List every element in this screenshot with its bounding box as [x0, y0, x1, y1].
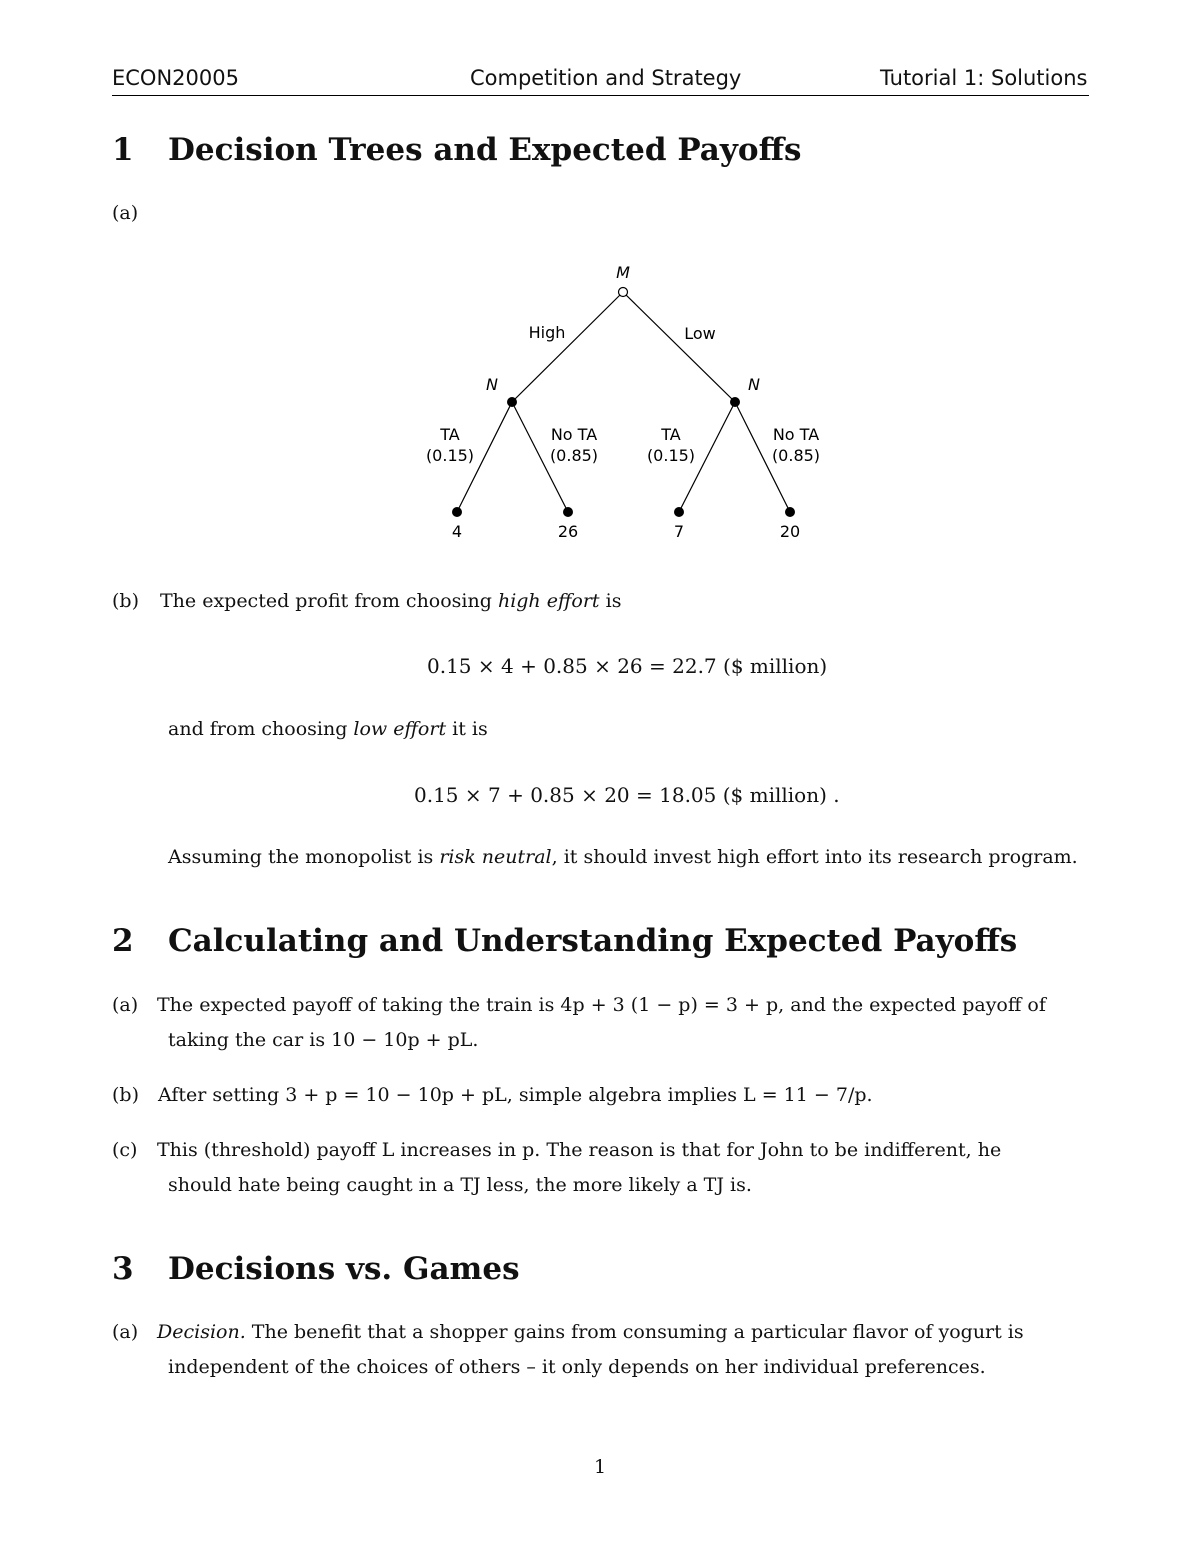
branch-label-no-ta: No TA [550, 425, 598, 444]
item-2a-label: (a) [112, 994, 139, 1016]
prob-label-ta: (0.15) [425, 446, 475, 465]
prob-label-ta: (0.15) [646, 446, 696, 465]
terminal-node [785, 507, 795, 517]
header-rule [112, 95, 1089, 96]
item-3a-line-1: Decision. The benefit that a shopper gains from consuming a particular flavor of yogurt is [157, 1321, 1024, 1343]
item-1b-text: The expected profit from choosing high effort is [160, 590, 622, 612]
chance-node-right [730, 397, 740, 407]
payoff-label: 7 [673, 522, 685, 541]
node-label-right: N [748, 375, 760, 394]
equation-high-effort: 0.15 × 4 + 0.85 × 26 = 22.7 ($ million) [427, 654, 828, 678]
branch-label-no-ta: No TA [772, 425, 820, 444]
section-3-number: 3 [112, 1251, 134, 1287]
root-node [619, 288, 628, 297]
payoff-label: 4 [451, 522, 463, 541]
payoff-label: 20 [779, 522, 801, 541]
section-2-title: Calculating and Understanding Expected Payoffs [168, 923, 1018, 959]
terminal-node [452, 507, 462, 517]
branch-label-ta: TA [440, 425, 460, 444]
chance-node-left [507, 397, 517, 407]
section-3-title: Decisions vs. Games [168, 1251, 520, 1287]
section-1-title: Decision Trees and Expected Payoffs [168, 132, 802, 168]
item-2b-line-1: After setting 3 + p = 10 − 10p + pL, simple algebra implies L = 11 − 7/p. [158, 1084, 873, 1106]
header-course-code: ECON20005 [112, 66, 239, 90]
item-2a-line-1: The expected payoff of taking the train is 4p + 3 (1 − p) = 3 + p, and the expected payoff of [157, 994, 1046, 1016]
node-label-left: N [486, 375, 498, 394]
terminal-node [674, 507, 684, 517]
branch-label-low: Low [684, 324, 716, 343]
item-3a-line-2: independent of the choices of others – it only depends on her individual preferences. [168, 1356, 986, 1378]
header-course-title: Competition and Strategy [470, 66, 742, 90]
section-2-number: 2 [112, 923, 134, 959]
prob-label-no-ta: (0.85) [771, 446, 821, 465]
item-2c-line-2: should hate being caught in a TJ less, the more likely a TJ is. [168, 1174, 752, 1196]
decision-tree [400, 255, 860, 555]
equation-low-effort: 0.15 × 7 + 0.85 × 20 = 18.05 ($ million) . [414, 783, 840, 807]
item-1b-conclusion: Assuming the monopolist is risk neutral, it should invest high effort into its research program. [168, 846, 1078, 868]
item-2b-label: (b) [112, 1084, 139, 1106]
item-1b-mid-text: and from choosing low effort it is [168, 718, 488, 740]
payoff-label: 26 [557, 522, 579, 541]
item-2c-line-1: This (threshold) payoff L increases in p. The reason is that for John to be indifferent, he [157, 1139, 1002, 1161]
header-doc-title: Tutorial 1: Solutions [880, 66, 1088, 90]
item-2a-line-2: taking the car is 10 − 10p + pL. [168, 1029, 479, 1051]
edge-high [512, 292, 623, 402]
root-label: M [616, 263, 630, 282]
terminal-node [563, 507, 573, 517]
branch-label-high: High [528, 323, 566, 342]
item-1b-label: (b) [112, 590, 139, 612]
item-1a-label: (a) [112, 202, 139, 224]
branch-label-ta: TA [661, 425, 681, 444]
edge-low [623, 292, 735, 402]
prob-label-no-ta: (0.85) [549, 446, 599, 465]
item-2c-label: (c) [112, 1139, 138, 1161]
page-number: 1 [594, 1456, 607, 1478]
item-3a-label: (a) [112, 1321, 139, 1343]
section-1-number: 1 [112, 132, 134, 168]
